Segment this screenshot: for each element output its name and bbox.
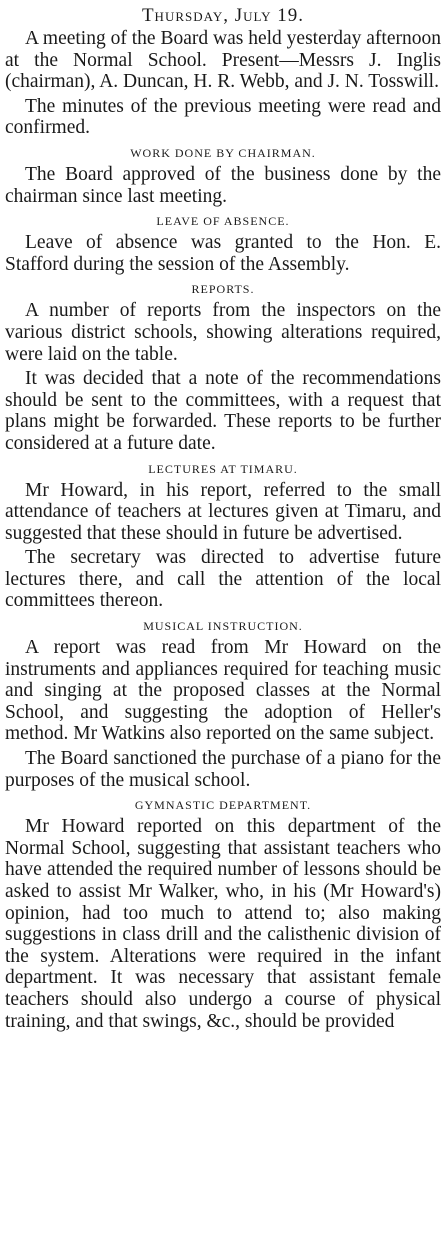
paragraph: A report was read from Mr Howard on the instruments and appliances required for teaching music and singing at the proposed classes at the Normal School, and suggesting the adoption of Heller's method. Mr Watkins also reported on the same subject. [5, 637, 441, 745]
section-leave-of-absence [5, 210, 441, 275]
paragraph: A number of reports from the inspectors on the various district schools, showing alterations required, were laid on the table. [5, 300, 441, 365]
section-heading: LEAVE OF ABSENCE. [156, 214, 290, 229]
section-heading: REPORTS. [191, 282, 255, 297]
paragraph: Leave of absence was granted to the Hon. E. Stafford during the session of the Assembly. [5, 232, 441, 275]
section-opening [5, 28, 441, 139]
section-heading: LECTURES AT TIMARU. [148, 461, 298, 476]
dateline: Thursday, July 19. [141, 5, 305, 26]
section-heading: WORK DONE BY CHAIRMAN. [130, 145, 316, 160]
paragraph: The minutes of the previous meeting were read and confirmed. [5, 95, 441, 139]
section-musical-instruction [5, 615, 441, 791]
section-heading: GYMNASTIC DEPARTMENT. [134, 798, 312, 813]
paragraph: The Board approved of the business done by the chairman since last meeting. [5, 163, 441, 207]
paragraph: Mr Howard reported on this department of the Normal School, suggesting that assistant teachers who have attended the required number of lessons should be asked to assist Mr Walker, who, in his (Mr Howard's) opinion, had too much to attend to; also making suggestions in class drill and the calisthenic division of the system. Alterations were required in the infant department. It was necessary that assistant female teachers should also undergo a course of physical training, and that swings, &c., should be provided [5, 816, 441, 1032]
section-lectures-at-timaru [5, 458, 441, 613]
section-heading: MUSICAL INSTRUCTION. [143, 619, 303, 634]
paragraph: The secretary was directed to advertise future lectures there, and call the attention of the local committees thereon. [5, 547, 441, 612]
paragraph: It was decided that a note of the recommendations should be sent to the committees, with a request that plans might be forwarded. These reports to be further considered at a future date. [5, 368, 441, 454]
section-reports [5, 278, 441, 454]
section-work-done-by-chairman [5, 142, 441, 207]
paragraph: The Board sanctioned the purchase of a piano for the purposes of the musical school. [5, 748, 441, 791]
paragraph: A meeting of the Board was held yesterday afternoon at the Normal School. Present—Messrs J. Inglis (chairman), A. Duncan, H. R. Webb, and J. N. Tosswill. [5, 28, 441, 93]
paragraph: Mr Howard, in his report, referred to the small attendance of teachers at lectures given at Timaru, and suggested that these should in future be advertised. [5, 479, 441, 544]
section-gymnastic-department [5, 794, 441, 1032]
